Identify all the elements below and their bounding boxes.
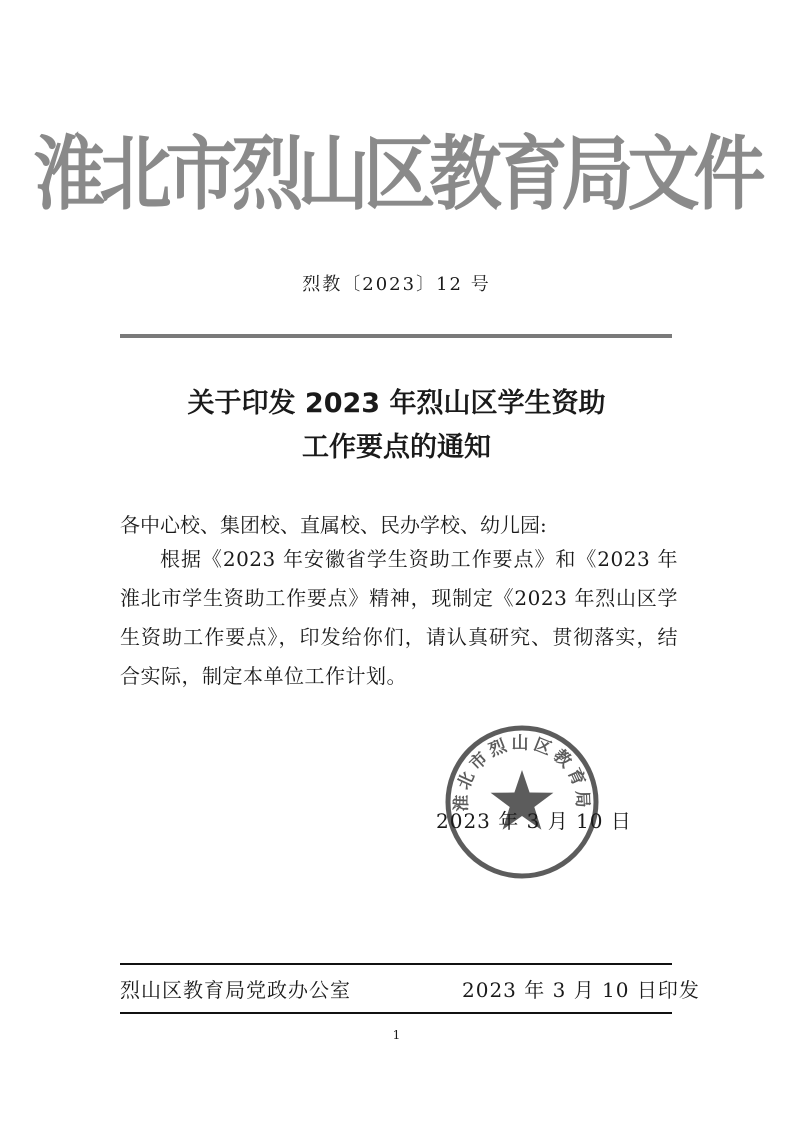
masthead-divider — [120, 334, 672, 338]
title-line-2: 工作要点的通知 — [302, 432, 491, 463]
footer-divider-bottom — [120, 1012, 672, 1014]
addressee: 各中心校、集团校、直属校、民办学校、幼儿园: — [120, 513, 547, 537]
svg-text:淮北市烈山区教育局: 淮北市烈山区教育局 — [451, 733, 593, 813]
seal-graphic — [442, 722, 602, 882]
footer-divider-top — [120, 963, 672, 965]
document-title — [0, 382, 793, 470]
title-line-1: 关于印发 2023 年烈山区学生资助 — [187, 388, 606, 419]
page-number: 1 — [392, 1028, 401, 1042]
signature-date: 2023 年 3 月 10 日 — [436, 809, 632, 833]
footer-print-date: 2023 年 3 月 10 日印发 — [462, 978, 700, 1002]
document-number: 烈教〔2023〕12 号 — [302, 274, 491, 295]
footer-issuer: 烈山区教育局党政办公室 — [120, 978, 351, 1002]
official-seal — [442, 722, 602, 886]
document-masthead: 淮北市烈山区教育局文件 — [33, 126, 760, 222]
body-paragraph: 根据《2023 年安徽省学生资助工作要点》和《2023 年淮北市学生资助工作要点》精神，现制定《2023 年烈山区学生资助工作要点》，印发给你们，请认真研究、贯彻落实，结合实际，制定本单位工作计划。 — [120, 547, 678, 688]
